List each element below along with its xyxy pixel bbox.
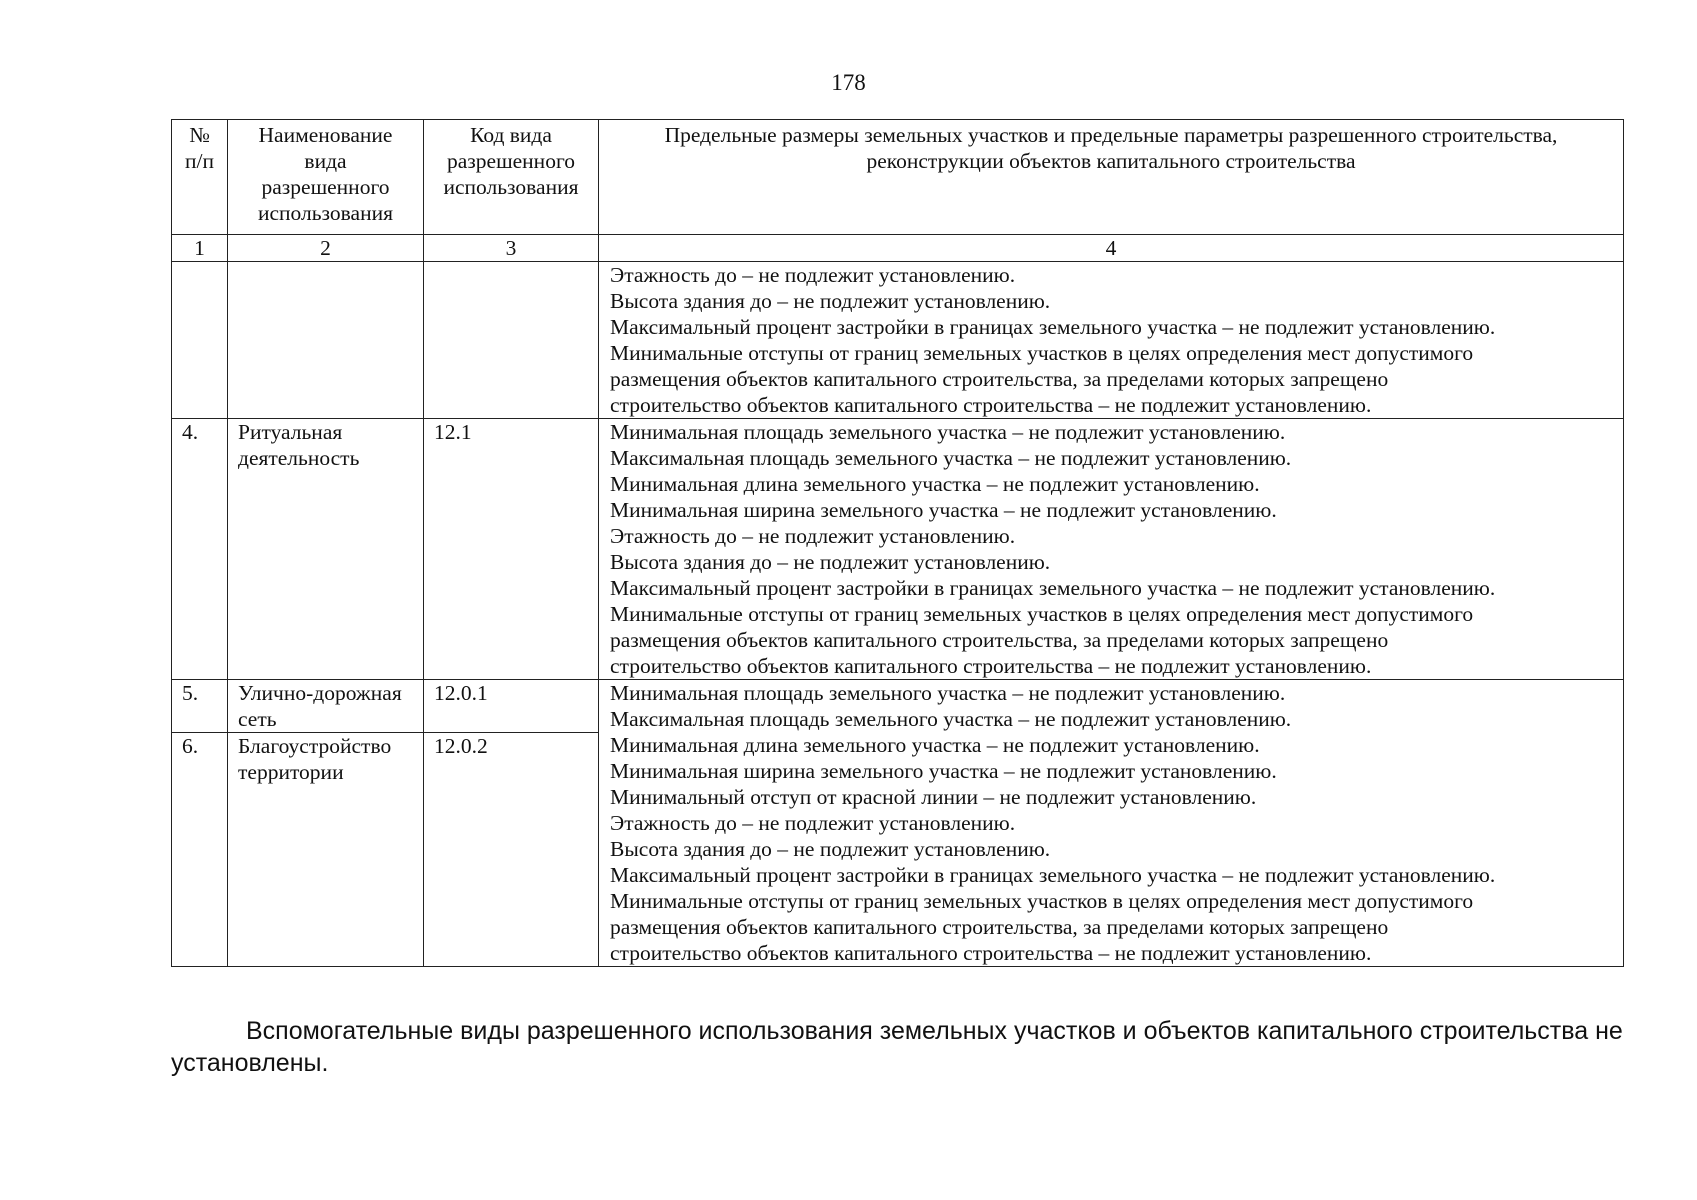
table-row bbox=[172, 680, 1624, 733]
column-number: 2 bbox=[228, 235, 424, 262]
closing-paragraph: Вспомогательные виды разрешенного использования земельных участков и объектов капитального строительства не установлены. bbox=[171, 1017, 1623, 1077]
row-use-code: 12.0.1 bbox=[424, 680, 599, 733]
parameter-line: строительство объектов капитального строительства – не подлежит установлению. bbox=[610, 393, 1372, 417]
column-number: 4 bbox=[599, 235, 1624, 262]
parameter-line: Минимальная длина земельного участка – не подлежит установлению. bbox=[610, 472, 1260, 496]
parameter-line: Минимальная площадь земельного участка – не подлежит установлению. bbox=[610, 420, 1286, 444]
parameter-line: размещения объектов капитального строительства, за пределами которых запрещено bbox=[610, 915, 1389, 939]
parameter-line: размещения объектов капитального строительства, за пределами которых запрещено bbox=[610, 367, 1389, 391]
row-parameters bbox=[599, 419, 1624, 680]
header-use-name: Наименование вида разрешенного использования bbox=[228, 120, 424, 235]
parameter-line: Высота здания до – не подлежит установлению. bbox=[610, 550, 1051, 574]
header-parameters: Предельные размеры земельных участков и предельные параметры разрешенного строительства, реконструкции объектов капитального строительства bbox=[599, 120, 1624, 235]
parameter-line: Максимальная площадь земельного участка – не подлежит установлению. bbox=[610, 707, 1292, 731]
row-use-code: 12.0.2 bbox=[424, 733, 599, 967]
row-parameters bbox=[599, 262, 1624, 419]
parameter-line: Минимальная ширина земельного участка – не подлежит установлению. bbox=[610, 759, 1277, 783]
parameter-line: Минимальные отступы от границ земельных участков в целях определения мест допустимого bbox=[610, 341, 1474, 365]
page-number: 178 bbox=[831, 70, 866, 95]
row-use-name: Благоустройство территории bbox=[228, 733, 424, 967]
header-number: № п/п bbox=[172, 120, 228, 235]
row-use-code bbox=[424, 262, 599, 419]
parameter-line: Минимальная площадь земельного участка – не подлежит установлению. bbox=[610, 681, 1286, 705]
row-use-name: Ритуальная деятельность bbox=[228, 419, 424, 680]
regulations-table bbox=[171, 119, 1624, 967]
row-parameters-shared bbox=[599, 680, 1624, 967]
parameter-line: Минимальная ширина земельного участка – не подлежит установлению. bbox=[610, 498, 1277, 522]
row-use-name bbox=[228, 262, 424, 419]
row-use-code: 12.1 bbox=[424, 419, 599, 680]
row-number: 4. bbox=[172, 419, 228, 680]
parameter-line: Максимальная площадь земельного участка – не подлежит установлению. bbox=[610, 446, 1292, 470]
parameter-line: Минимальная длина земельного участка – не подлежит установлению. bbox=[610, 733, 1260, 757]
column-number: 3 bbox=[424, 235, 599, 262]
parameter-line: Этажность до – не подлежит установлению. bbox=[610, 524, 1016, 548]
parameter-line: Высота здания до – не подлежит установлению. bbox=[610, 837, 1051, 861]
parameter-line: размещения объектов капитального строительства, за пределами которых запрещено bbox=[610, 628, 1389, 652]
parameter-line: Минимальный отступ от красной линии – не подлежит установлению. bbox=[610, 785, 1257, 809]
column-numbers-row bbox=[172, 235, 1624, 262]
table-row bbox=[172, 419, 1624, 680]
table-row bbox=[172, 262, 1624, 419]
parameter-line: строительство объектов капитального строительства – не подлежит установлению. bbox=[610, 941, 1372, 965]
parameter-line: Максимальный процент застройки в границах земельного участка – не подлежит установлению. bbox=[610, 863, 1496, 887]
row-use-name: Улично-дорожная сеть bbox=[228, 680, 424, 733]
parameter-line: Максимальный процент застройки в границах земельного участка – не подлежит установлению. bbox=[610, 315, 1496, 339]
row-number bbox=[172, 262, 228, 419]
header-use-code: Код вида разрешенного использования bbox=[424, 120, 599, 235]
parameter-line: Этажность до – не подлежит установлению. bbox=[610, 811, 1016, 835]
row-number: 6. bbox=[172, 733, 228, 967]
parameter-line: Этажность до – не подлежит установлению. bbox=[610, 263, 1016, 287]
parameter-line: Максимальный процент застройки в границах земельного участка – не подлежит установлению. bbox=[610, 576, 1496, 600]
table-header-row bbox=[172, 120, 1624, 235]
parameter-line: строительство объектов капитального строительства – не подлежит установлению. bbox=[610, 654, 1372, 678]
parameter-line: Высота здания до – не подлежит установлению. bbox=[610, 289, 1051, 313]
parameter-line: Минимальные отступы от границ земельных участков в целях определения мест допустимого bbox=[610, 602, 1474, 626]
column-number: 1 bbox=[172, 235, 228, 262]
parameter-line: Минимальные отступы от границ земельных участков в целях определения мест допустимого bbox=[610, 889, 1474, 913]
row-number: 5. bbox=[172, 680, 228, 733]
